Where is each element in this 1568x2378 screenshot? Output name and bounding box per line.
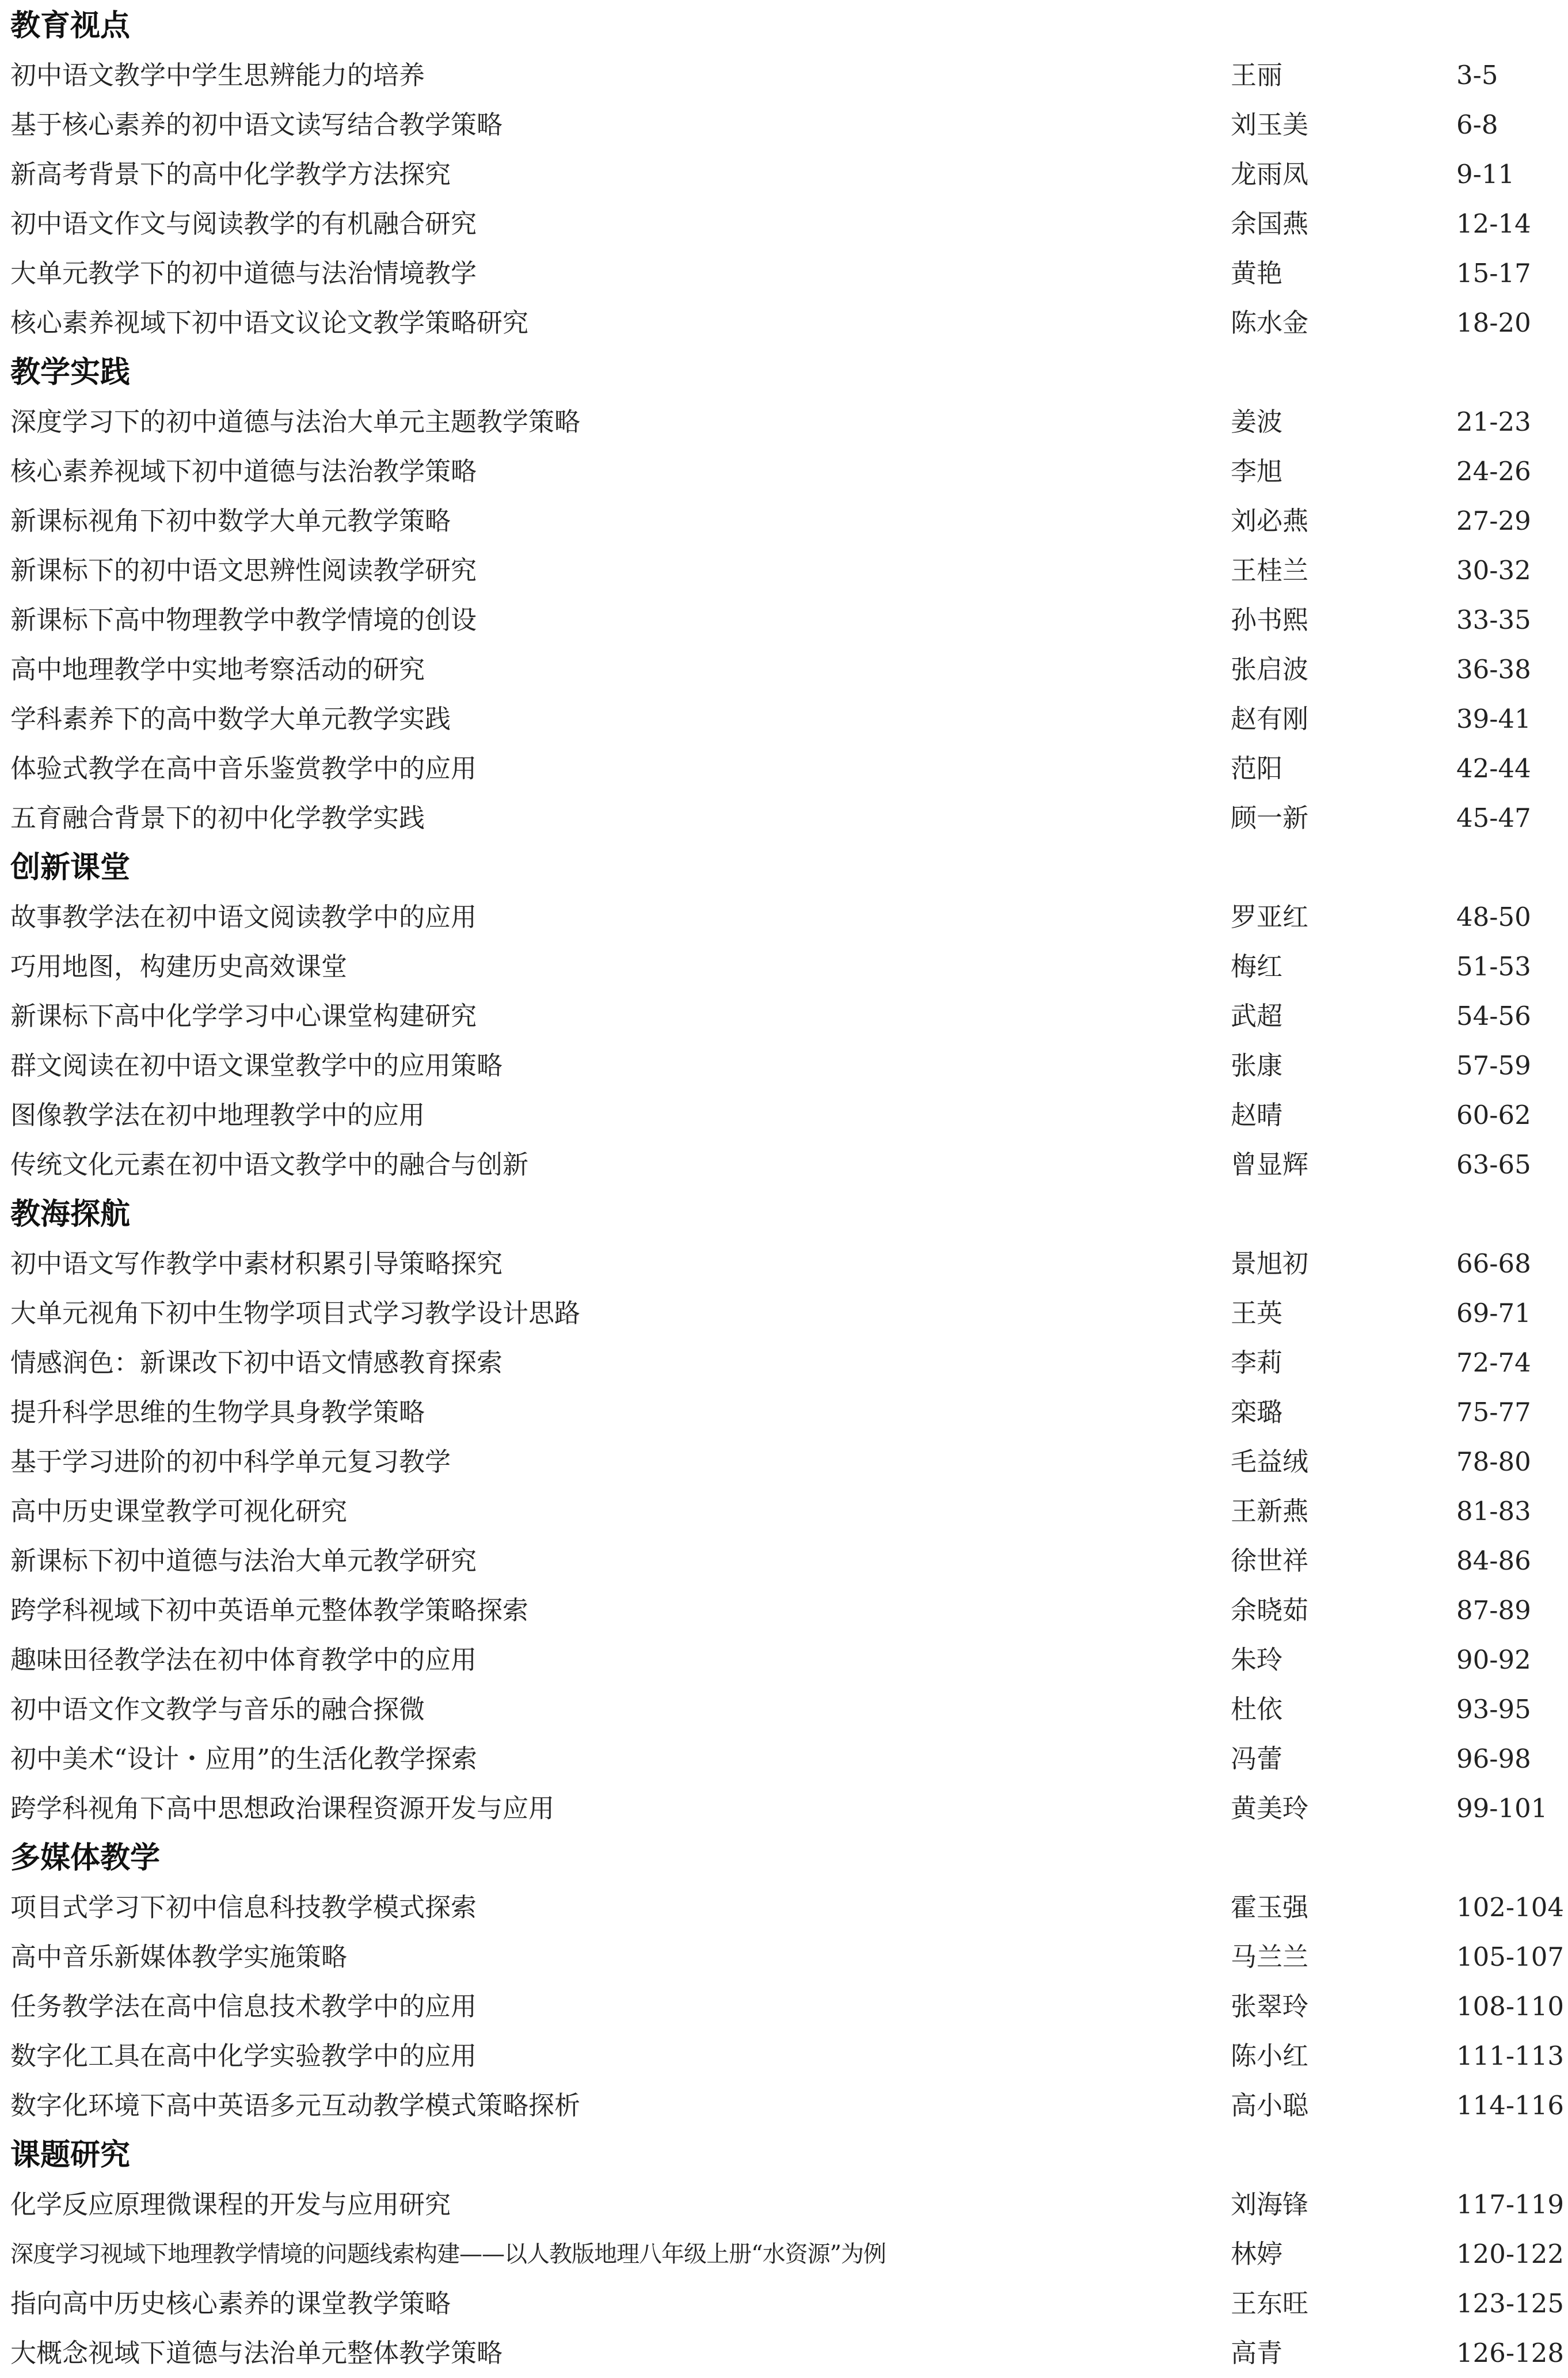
- article-entry: [0, 1536, 1568, 1586]
- article-pages: 123-125: [1456, 2288, 1564, 2319]
- article-entry: [0, 447, 1568, 496]
- article-title: 新课标下高中物理教学中教学情境的创设: [10, 605, 477, 635]
- article-pages: 18-20: [1456, 307, 1531, 338]
- article-title: 核心素养视域下初中道德与法治教学策略: [10, 456, 477, 487]
- article-entry: [0, 1586, 1568, 1635]
- article-entry: [0, 199, 1568, 249]
- article-title: 故事教学法在初中语文阅读教学中的应用: [10, 902, 477, 932]
- article-pages: 93-95: [1456, 1694, 1531, 1724]
- article-pages: 54-56: [1456, 1001, 1531, 1031]
- article-author: 王新燕: [1231, 1496, 1309, 1526]
- article-title: 高中地理教学中实地考察活动的研究: [10, 654, 425, 685]
- section-title: 多媒体教学: [10, 1841, 161, 1875]
- article-author: 龙雨凤: [1231, 159, 1309, 189]
- article-author: 顾一新: [1231, 803, 1309, 833]
- article-title: 高中音乐新媒体教学实施策略: [10, 1942, 348, 1972]
- article-title: 新课标视角下初中数学大单元教学策略: [10, 506, 451, 536]
- article-entry: [0, 150, 1568, 199]
- article-entry: [0, 2031, 1568, 2081]
- article-author: 王丽: [1231, 60, 1283, 90]
- article-author: 景旭初: [1231, 1248, 1309, 1279]
- article-entry: [0, 1635, 1568, 1685]
- article-entry: [0, 595, 1568, 645]
- article-title: 数字化工具在高中化学实验教学中的应用: [10, 2041, 477, 2071]
- article-author: 张翠玲: [1231, 1991, 1309, 2022]
- article-title: 提升科学思维的生物学具身教学策略: [10, 1397, 425, 1427]
- article-title: 基于学习进阶的初中科学单元复习教学: [10, 1446, 451, 1477]
- section-heading: [0, 2130, 1568, 2180]
- article-title: 趣味田径教学法在初中体育教学中的应用: [10, 1644, 477, 1675]
- article-author: 范阳: [1231, 753, 1283, 784]
- article-entry: [0, 942, 1568, 992]
- article-title: 情感润色：新课改下初中语文情感教育探索: [10, 1347, 503, 1378]
- article-pages: 33-35: [1456, 605, 1531, 635]
- article-pages: 87-89: [1456, 1595, 1531, 1625]
- article-author: 李莉: [1231, 1347, 1283, 1378]
- article-pages: 48-50: [1456, 902, 1531, 932]
- article-pages: 42-44: [1456, 753, 1531, 784]
- article-title: 图像教学法在初中地理教学中的应用: [10, 1100, 425, 1130]
- article-author: 朱玲: [1231, 1644, 1283, 1675]
- article-pages: 12-14: [1456, 208, 1531, 239]
- article-entry: [0, 1437, 1568, 1487]
- article-pages: 27-29: [1456, 506, 1531, 536]
- article-entry: [0, 397, 1568, 447]
- article-author: 黄艳: [1231, 258, 1283, 288]
- article-pages: 69-71: [1456, 1298, 1531, 1328]
- article-pages: 9-11: [1456, 159, 1515, 189]
- article-pages: 3-5: [1456, 60, 1498, 90]
- article-title: 新课标下初中道德与法治大单元教学研究: [10, 1545, 477, 1576]
- article-title: 五育融合背景下的初中化学教学实践: [10, 803, 425, 833]
- article-pages: 6-8: [1456, 109, 1498, 140]
- article-entry: [0, 793, 1568, 843]
- article-pages: 90-92: [1456, 1644, 1531, 1675]
- article-entry: [0, 2081, 1568, 2130]
- article-author: 王英: [1231, 1298, 1283, 1328]
- article-entry: [0, 496, 1568, 546]
- section-title: 教学实践: [10, 355, 131, 390]
- article-author: 姜波: [1231, 407, 1283, 437]
- article-entry: [0, 645, 1568, 694]
- article-title: 任务教学法在高中信息技术教学中的应用: [10, 1991, 477, 2022]
- section-heading: [0, 1190, 1568, 1239]
- article-author: 毛益绒: [1231, 1446, 1309, 1477]
- section-title: 教育视点: [10, 9, 131, 43]
- article-title: 大单元视角下初中生物学项目式学习教学设计思路: [10, 1298, 581, 1328]
- article-author: 杜依: [1231, 1694, 1283, 1724]
- article-entry: [0, 1289, 1568, 1338]
- article-pages: 75-77: [1456, 1397, 1531, 1427]
- article-author: 赵有刚: [1231, 704, 1309, 734]
- article-author: 刘必燕: [1231, 506, 1309, 536]
- article-entry: [0, 992, 1568, 1041]
- article-author: 徐世祥: [1231, 1545, 1309, 1576]
- article-pages: 96-98: [1456, 1743, 1531, 1774]
- article-author: 林婷: [1231, 2239, 1283, 2269]
- article-title: 化学反应原理微课程的开发与应用研究: [10, 2189, 451, 2220]
- article-title: 大概念视域下道德与法治单元整体教学策略: [10, 2338, 503, 2368]
- article-entry: [0, 546, 1568, 595]
- article-author: 刘玉美: [1231, 109, 1309, 140]
- article-pages: 84-86: [1456, 1545, 1531, 1576]
- article-author: 高青: [1231, 2338, 1283, 2368]
- article-author: 王桂兰: [1231, 555, 1309, 586]
- article-pages: 36-38: [1456, 654, 1531, 685]
- article-entry: [0, 1883, 1568, 1932]
- article-author: 罗亚红: [1231, 902, 1309, 932]
- article-entry: [0, 100, 1568, 150]
- article-title: 体验式教学在高中音乐鉴赏教学中的应用: [10, 753, 477, 784]
- article-entry: [0, 2180, 1568, 2229]
- article-title: 初中语文教学中学生思辨能力的培养: [10, 60, 425, 90]
- article-pages: 99-101: [1456, 1793, 1548, 1824]
- article-title: 初中语文作文与阅读教学的有机融合研究: [10, 208, 477, 239]
- article-title: 基于核心素养的初中语文读写结合教学策略: [10, 109, 503, 140]
- article-pages: 30-32: [1456, 555, 1531, 586]
- article-title: 群文阅读在初中语文课堂教学中的应用策略: [10, 1050, 503, 1081]
- article-pages: 114-116: [1456, 2090, 1564, 2121]
- article-author: 栾璐: [1231, 1397, 1283, 1427]
- article-author: 李旭: [1231, 456, 1283, 487]
- section-title: 教海探航: [10, 1197, 131, 1232]
- article-title: 跨学科视角下高中思想政治课程资源开发与应用: [10, 1793, 555, 1824]
- article-title: 巧用地图，构建历史高效课堂: [10, 951, 348, 982]
- article-title: 大单元教学下的初中道德与法治情境教学: [10, 258, 477, 288]
- article-entry: [0, 2229, 1568, 2279]
- article-author: 张康: [1231, 1050, 1283, 1081]
- article-pages: 78-80: [1456, 1446, 1531, 1477]
- article-author: 曾显辉: [1231, 1149, 1309, 1180]
- article-pages: 126-128: [1456, 2338, 1564, 2368]
- article-pages: 111-113: [1456, 2041, 1564, 2071]
- article-entry: [0, 1140, 1568, 1190]
- article-author: 余晓茹: [1231, 1595, 1309, 1625]
- article-entry: [0, 1784, 1568, 1833]
- article-pages: 21-23: [1456, 407, 1531, 437]
- article-entry: [0, 298, 1568, 348]
- article-title: 深度学习视域下地理教学情境的问题线索构建——以人教版地理八年级上册“水资源”为例: [10, 2241, 886, 2267]
- article-pages: 117-119: [1456, 2189, 1564, 2220]
- article-entry: [0, 1091, 1568, 1140]
- article-author: 余国燕: [1231, 208, 1309, 239]
- article-pages: 105-107: [1456, 1942, 1564, 1972]
- article-entry: [0, 694, 1568, 744]
- section-heading: [0, 843, 1568, 892]
- article-pages: 72-74: [1456, 1347, 1531, 1378]
- section-title: 创新课堂: [10, 850, 131, 885]
- article-pages: 24-26: [1456, 456, 1531, 487]
- article-author: 高小聪: [1231, 2090, 1309, 2121]
- section-title: 课题研究: [10, 2138, 131, 2172]
- article-entry: [0, 1041, 1568, 1091]
- article-pages: 63-65: [1456, 1149, 1531, 1180]
- article-pages: 51-53: [1456, 951, 1531, 982]
- article-title: 初中语文作文教学与音乐的融合探微: [10, 1694, 425, 1724]
- article-title: 深度学习下的初中道德与法治大单元主题教学策略: [10, 407, 581, 437]
- article-title: 指向高中历史核心素养的课堂教学策略: [10, 2288, 451, 2319]
- article-entry: [0, 1239, 1568, 1289]
- section-heading: [0, 1833, 1568, 1883]
- article-author: 武超: [1231, 1001, 1283, 1031]
- article-author: 马兰兰: [1231, 1942, 1309, 1972]
- article-entry: [0, 2279, 1568, 2328]
- article-entry: [0, 249, 1568, 298]
- article-author: 黄美玲: [1231, 1793, 1309, 1824]
- article-entry: [0, 1685, 1568, 1734]
- article-pages: 120-122: [1456, 2239, 1564, 2269]
- article-entry: [0, 1487, 1568, 1536]
- section-heading: [0, 348, 1568, 397]
- article-author: 张启波: [1231, 654, 1309, 685]
- article-author: 陈小红: [1231, 2041, 1309, 2071]
- article-pages: 45-47: [1456, 803, 1531, 833]
- article-author: 王东旺: [1231, 2288, 1309, 2319]
- article-title: 高中历史课堂教学可视化研究: [10, 1496, 348, 1526]
- article-author: 孙书熙: [1231, 605, 1309, 635]
- article-title: 数字化环境下高中英语多元互动教学模式策略探析: [10, 2090, 581, 2121]
- article-author: 梅红: [1231, 951, 1283, 982]
- article-title: 新课标下高中化学学习中心课堂构建研究: [10, 1001, 477, 1031]
- article-entry: [0, 1338, 1568, 1388]
- article-pages: 108-110: [1456, 1991, 1564, 2022]
- article-title: 项目式学习下初中信息科技教学模式探索: [10, 1892, 477, 1923]
- article-title: 学科素养下的高中数学大单元教学实践: [10, 704, 451, 734]
- article-entry: [0, 1388, 1568, 1437]
- article-author: 冯蕾: [1231, 1743, 1283, 1774]
- article-title: 新高考背景下的高中化学教学方法探究: [10, 159, 451, 189]
- article-pages: 57-59: [1456, 1050, 1531, 1081]
- article-author: 霍玉强: [1231, 1892, 1309, 1923]
- article-title: 初中语文写作教学中素材积累引导策略探究: [10, 1248, 503, 1279]
- article-title: 传统文化元素在初中语文教学中的融合与创新: [10, 1149, 529, 1180]
- article-pages: 66-68: [1456, 1248, 1531, 1279]
- article-entry: [0, 1932, 1568, 1982]
- article-title: 跨学科视域下初中英语单元整体教学策略探索: [10, 1595, 529, 1625]
- article-author: 刘海锋: [1231, 2189, 1309, 2220]
- article-pages: 60-62: [1456, 1100, 1531, 1130]
- section-heading: [0, 1, 1568, 51]
- article-pages: 15-17: [1456, 258, 1531, 288]
- article-entry: [0, 1982, 1568, 2031]
- article-title: 核心素养视域下初中语文议论文教学策略研究: [10, 307, 529, 338]
- article-entry: [0, 51, 1568, 100]
- article-entry: [0, 892, 1568, 942]
- article-entry: [0, 2328, 1568, 2378]
- article-entry: [0, 1734, 1568, 1784]
- article-pages: 102-104: [1456, 1892, 1564, 1923]
- article-pages: 39-41: [1456, 704, 1531, 734]
- article-title: 新课标下的初中语文思辨性阅读教学研究: [10, 555, 477, 586]
- article-title: 初中美术“设计・应用”的生活化教学探索: [10, 1743, 478, 1774]
- article-entry: [0, 744, 1568, 793]
- article-author: 陈水金: [1231, 307, 1309, 338]
- article-author: 赵晴: [1231, 1100, 1283, 1130]
- article-pages: 81-83: [1456, 1496, 1531, 1526]
